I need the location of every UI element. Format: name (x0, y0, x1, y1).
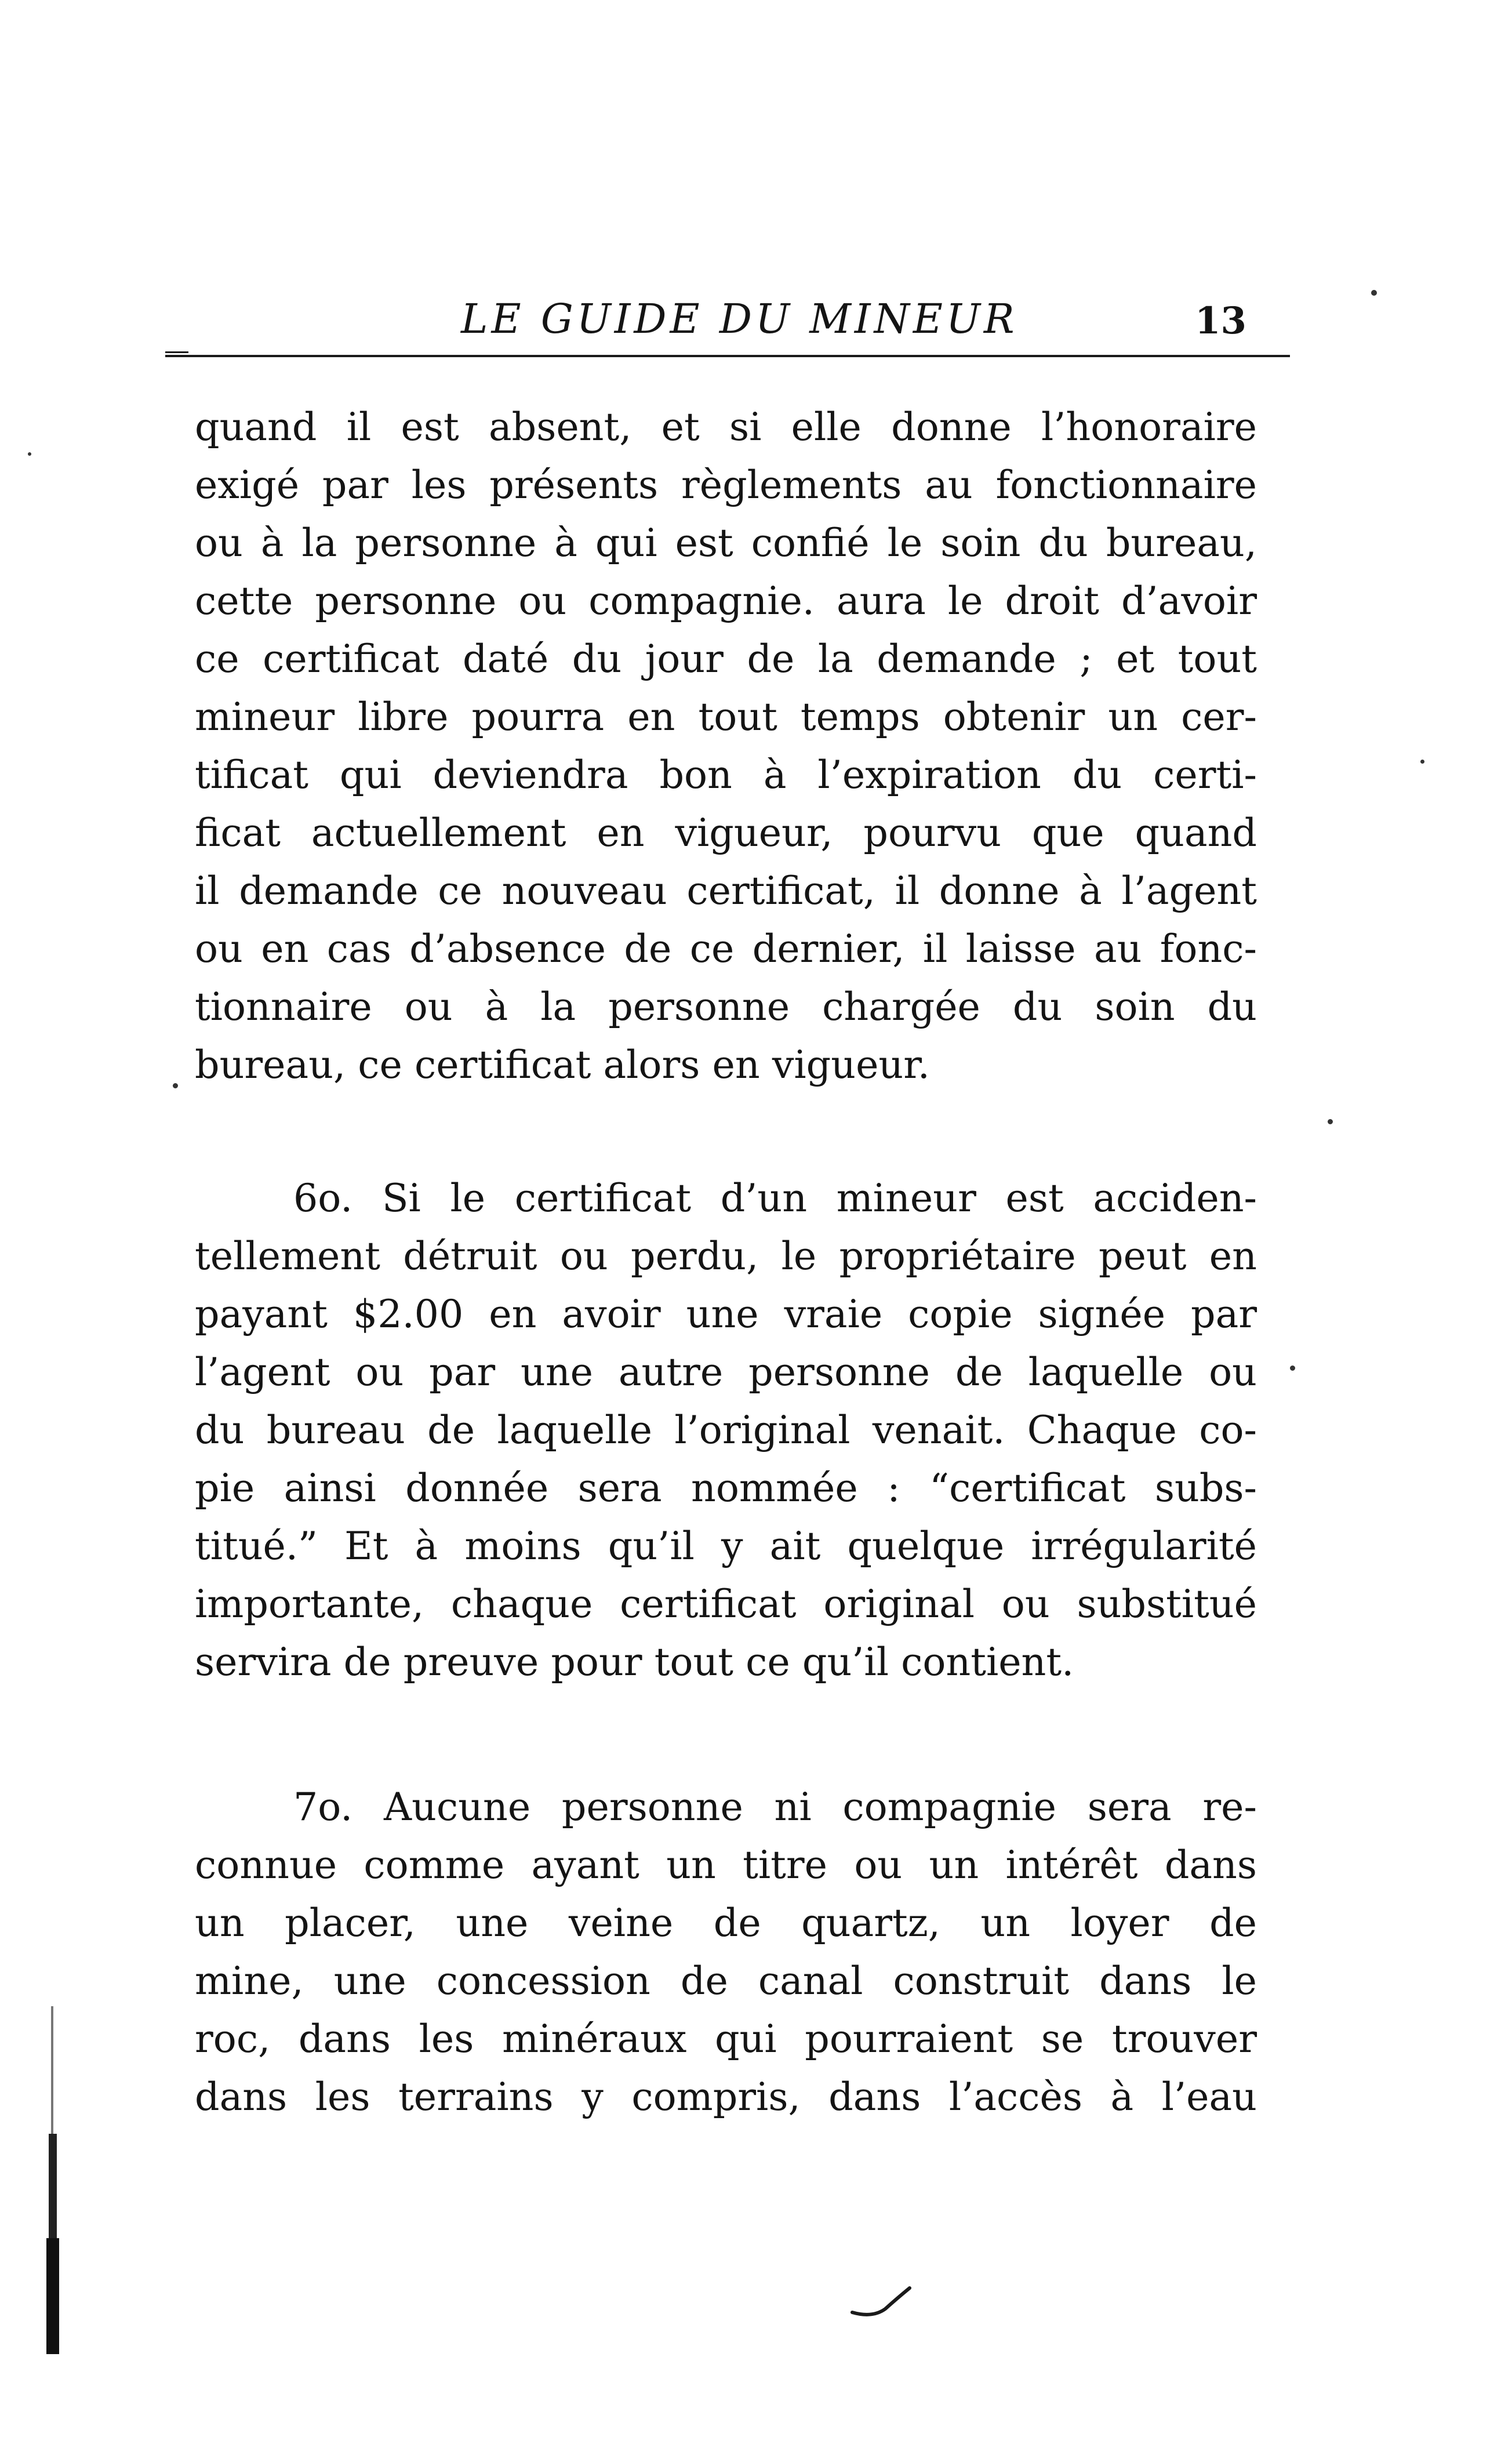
paragraph-continuation (195, 398, 1257, 1094)
text-line: connue comme ayant un titre ou un intérêt dans (195, 1842, 1257, 1887)
running-title: LE GUIDE DU MINEUR (461, 295, 1018, 343)
text-line: titué.” Et à moins qu’il y ait quelque irrégularité (195, 1523, 1257, 1568)
text-line: ce certificat daté du jour de la demande ; et tout (195, 636, 1257, 681)
header-rule-tick (165, 351, 188, 353)
text-line: tionnaire ou à la personne chargée du soin du (195, 984, 1257, 1029)
text-line: dans les terrains y compris, dans l’accès à l’eau (195, 2074, 1257, 2119)
text-line: 7o. Aucune personne ni compagnie sera re- (293, 1784, 1257, 1829)
text-line: servira de preuve pour tout ce qu’il contient. (195, 1639, 1074, 1684)
printer-mark-icon (849, 2285, 913, 2319)
text-line: du bureau de laquelle l’original venait. Chaque co- (195, 1407, 1257, 1452)
text-line: l’agent ou par une autre personne de laquelle ou (195, 1349, 1257, 1394)
text-line: quand il est absent, et si elle donne l’honoraire (195, 404, 1257, 449)
text-line: mine, une concession de canal construit dans le (195, 1958, 1257, 2003)
text-line: roc, dans les minéraux qui pourraient se trouver (195, 2016, 1257, 2061)
text-line: bureau, ce certificat alors en vigueur. (195, 1042, 930, 1087)
paper-speck (1371, 290, 1377, 296)
paragraph-6o (195, 1169, 1257, 1691)
paper-speck (1420, 760, 1424, 764)
text-line: pie ainsi donnée sera nommée : “certificat subs- (195, 1465, 1257, 1510)
page-number: 13 (1194, 299, 1246, 343)
text-line: tellement détruit ou perdu, le propriétaire peut en (195, 1233, 1257, 1279)
text-line: exigé par les présents règlements au fonctionnaire (195, 462, 1257, 507)
paper-speck (28, 452, 31, 456)
paragraph-7o (195, 1778, 1257, 2126)
text-line: 6o. Si le certificat d’un mineur est acciden- (293, 1175, 1257, 1221)
text-line: ou à la personne à qui est confié le soin du bureau, (195, 520, 1257, 565)
paper-speck (173, 1083, 178, 1088)
text-line: un placer, une veine de quartz, un loyer de (195, 1900, 1257, 1945)
paper-speck (1328, 1119, 1333, 1124)
text-line: tificat qui deviendra bon à l’expiration du certi- (195, 752, 1257, 797)
text-line: ou en cas d’absence de ce dernier, il laisse au fonc- (195, 926, 1257, 971)
header-rule (165, 355, 1290, 357)
binding-edge-shadow (46, 2006, 64, 2354)
running-header (165, 290, 1290, 348)
text-line: importante, chaque certificat original ou substitué (195, 1581, 1257, 1626)
text-line: ficat actuellement en vigueur, pourvu que quand (195, 810, 1257, 855)
text-line: payant $2.00 en avoir une vraie copie signée par (195, 1291, 1257, 1337)
text-line: cette personne ou compagnie. aura le droit d’avoir (195, 578, 1257, 623)
text-line: il demande ce nouveau certificat, il donne à l’agent (195, 868, 1257, 913)
text-line: mineur libre pourra en tout temps obtenir un cer- (195, 694, 1257, 739)
paper-speck (1290, 1365, 1295, 1371)
